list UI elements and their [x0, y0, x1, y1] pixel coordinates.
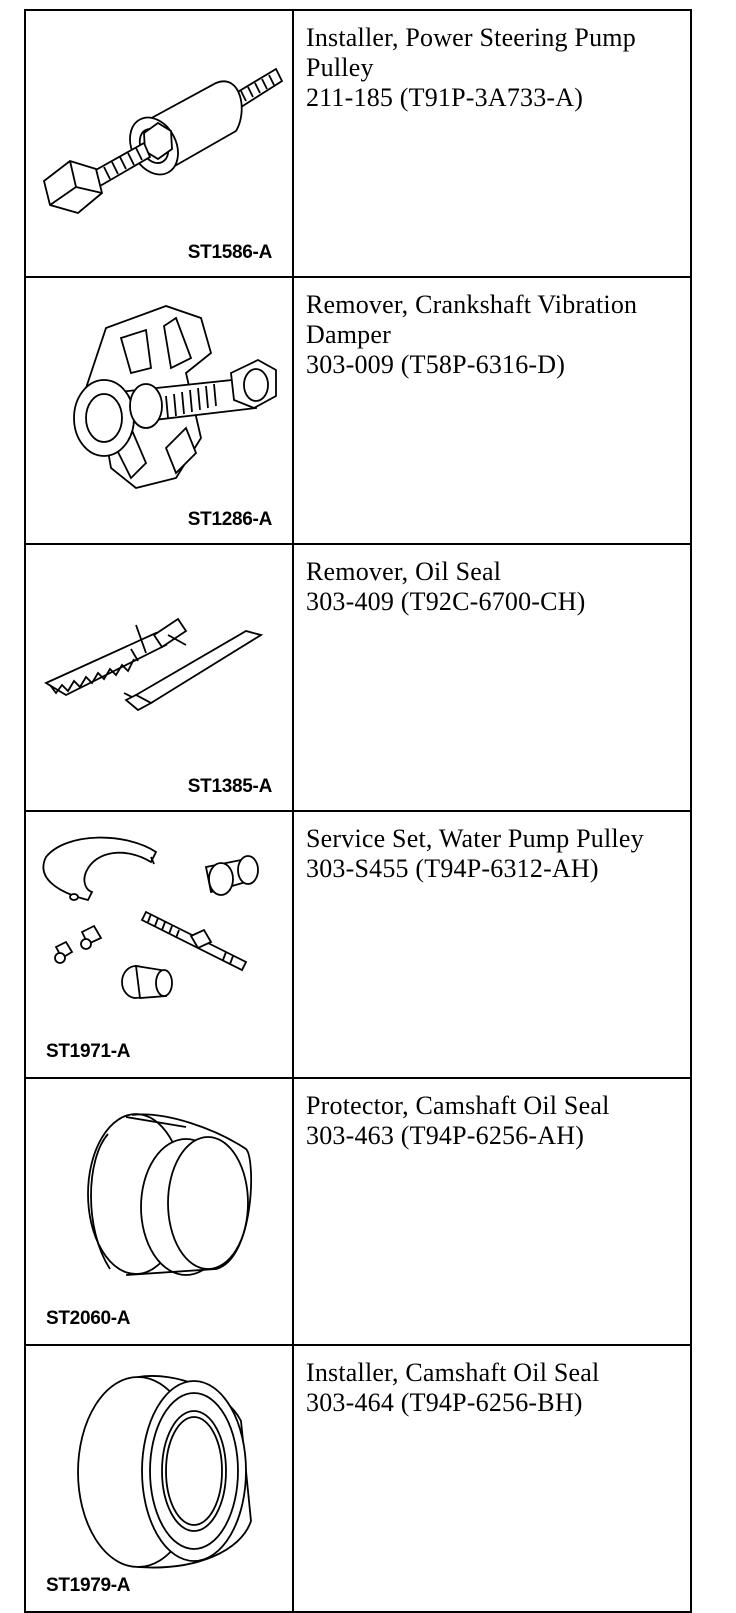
- tool-description-cell: [293, 1078, 691, 1345]
- figure-code: ST1385-A: [187, 776, 272, 797]
- tool-number: 303-409 (T92C-6700-CH): [306, 587, 586, 616]
- tool-name: Service Set, Water Pump Pulley: [306, 824, 644, 853]
- special-tools-table: [24, 9, 692, 1613]
- tool-image-cell: [25, 10, 293, 277]
- tool-name-cont: Pulley: [306, 53, 374, 82]
- water-pump-pulley-service-set-illustration: [26, 812, 292, 1065]
- figure-code: ST1286-A: [187, 509, 272, 530]
- figure-code: ST1979-A: [46, 1575, 131, 1596]
- table-row: [25, 811, 691, 1078]
- tool-description-cell: [293, 10, 691, 277]
- figure-code: ST2060-A: [46, 1308, 131, 1329]
- tool-image-cell: [25, 544, 293, 811]
- tool-name: Installer, Power Steering Pump: [306, 23, 636, 52]
- tool-number: 303-S455 (T94P-6312-AH): [306, 854, 599, 883]
- tool-number: 303-463 (T94P-6256-AH): [306, 1121, 585, 1150]
- tool-number: 303-009 (T58P-6316-D): [306, 350, 566, 379]
- tool-name: Remover, Oil Seal: [306, 557, 502, 586]
- table-row: [25, 1078, 691, 1345]
- tool-image-cell: [25, 1345, 293, 1612]
- tool-name: Remover, Crankshaft Vibration: [306, 290, 638, 319]
- tool-name: Installer, Camshaft Oil Seal: [306, 1358, 600, 1387]
- tool-name: Protector, Camshaft Oil Seal: [306, 1091, 610, 1120]
- tool-image-cell: [25, 1078, 293, 1345]
- figure-code: ST1586-A: [187, 242, 272, 263]
- pulley-installer-illustration: [26, 11, 292, 264]
- figure-code: ST1971-A: [46, 1041, 131, 1062]
- tool-description-cell: [293, 277, 691, 544]
- table-row: [25, 10, 691, 277]
- oil-seal-remover-illustration: [26, 545, 292, 798]
- vibration-damper-remover-illustration: [26, 278, 292, 531]
- tool-image-cell: [25, 277, 293, 544]
- camshaft-seal-protector-illustration: [26, 1079, 292, 1332]
- table-row: [25, 277, 691, 544]
- tool-description-cell: [293, 811, 691, 1078]
- tool-name-cont: Damper: [306, 320, 391, 349]
- tool-description-cell: [293, 544, 691, 811]
- table-row: [25, 544, 691, 811]
- table-row: [25, 1345, 691, 1612]
- tool-description-cell: [293, 1345, 691, 1612]
- tool-number: 303-464 (T94P-6256-BH): [306, 1388, 583, 1417]
- camshaft-seal-installer-illustration: [26, 1346, 292, 1599]
- tool-image-cell: [25, 811, 293, 1078]
- tool-number: 211-185 (T91P-3A733-A): [306, 83, 584, 112]
